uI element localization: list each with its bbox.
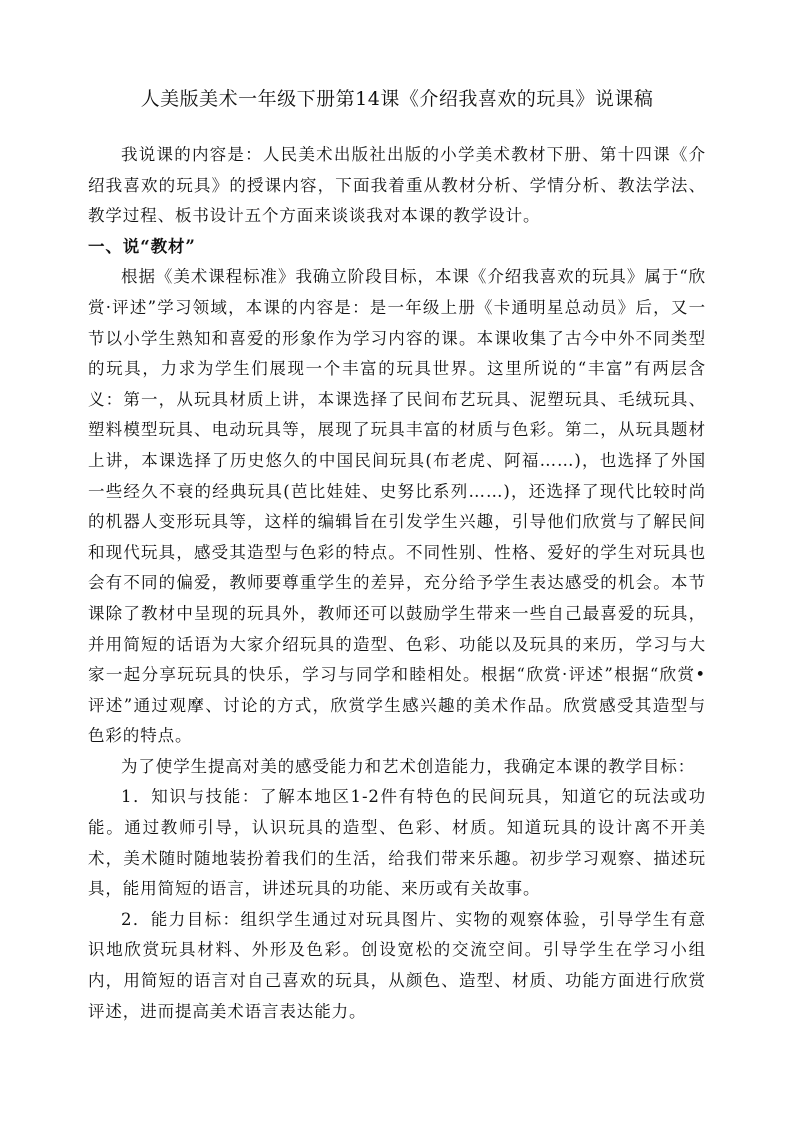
section-heading-textbook: 一、说“教材”: [88, 236, 196, 256]
textbook-analysis-paragraph: 根据《美术课程标准》我确立阶段目标，本课《介绍我喜欢的玩具》属于“欣赏·评述”学习领域，本课的内容是：是一年级上册《卡通明星总动员》后，又一节以小学生熟知和喜爱的形象作为学习内容的课。本课收集了古今中外不同类型的玩具，力求为学生们展现一个丰富的玩具世界。这里所说的“丰富”有两层含义：第一，从玩具材质上讲，本课选择了民间布艺玩具、泥塑玩具、毛绒玩具、塑料模型玩具、电动玩具等，展现了玩具丰富的材质与色彩。第二，从玩具题材上讲，本课选择了历史悠久的中国民间玩具(布老虎、阿福……)，也选择了外国一些经久不衰的经典玩具(芭比娃娃、史努比系列……)，还选择了现代比较时尚的机器人变形玩具等，这样的编辑旨在引发学生兴趣，引导他们欣赏与了解民间和现代玩具，感受其造型与色彩的特点。不同性别、性格、爱好的学生对玩具也会有不同的偏爱，教师要尊重学生的差异，充分给予学生表达感受的机会。本节课除了教材中呈现的玩具外，教师还可以鼓励学生带来一些自己最喜爱的玩具，并用简短的话语为大家介绍玩具的造型、色彩、功能以及玩具的来历，学习与大家一起分享玩玩具的快乐，学习与同学和睦相处。根据“欣赏·评述”根据“欣赏•评述”通过观摩、讨论的方式，欣赏学生感兴趣的美术作品。欣赏感受其造型与色彩的特点。: [88, 267, 706, 746]
document-body: [88, 140, 706, 1027]
goals-intro-paragraph: 为了使学生提高对美的感受能力和艺术创造能力，我确定本课的教学目标：: [121, 756, 696, 776]
goal-knowledge-skills: 1．知识与技能：了解本地区1-2件有特色的民间玩具，知道它的玩法或功能。通过教师引导，认识玩具的造型、色彩、材质。知道玩具的设计离不开美术，美术随时随地装扮着我们的生活，给我们带来乐趣。初步学习观察、描述玩具，能用简短的语言，讲述玩具的功能、来历或有关故事。: [88, 787, 706, 899]
intro-paragraph: 我说课的内容是：人民美术出版社出版的小学美术教材下册、第十四课《介绍我喜欢的玩具》的授课内容，下面我着重从教材分析、学情分析、教法学法、教学过程、板书设计五个方面来谈谈我对本课的教学设计。: [88, 145, 706, 226]
document-title: 人美版美术一年级下册第14课《介绍我喜欢的玩具》说课稿: [140, 88, 654, 110]
goal-ability: 2．能力目标：组织学生通过对玩具图片、实物的观察体验，引导学生有意识地欣赏玩具材料、外形及色彩。创设宽松的交流空间。引导学生在学习小组内，用简短的语言对自己喜欢的玩具，从颜色、造型、材质、功能方面进行欣赏评述，进而提高美术语言表达能力。: [88, 909, 706, 1021]
